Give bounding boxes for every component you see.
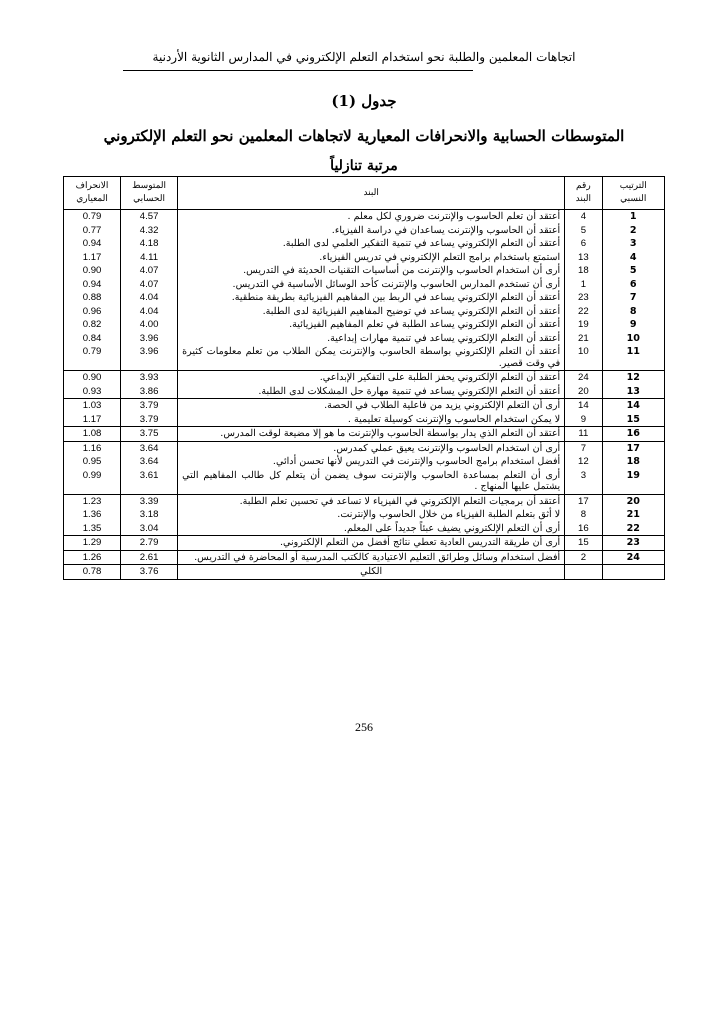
item-number-cell: 20 — [565, 385, 602, 399]
table-row — [64, 399, 665, 413]
rank-cell: 15 — [602, 413, 665, 427]
table-row — [64, 441, 665, 455]
item-text-cell: أرى أن استخدام الحاسوب والإنترنت من أساسيات التقنيات الحديثة في التدريس. — [178, 264, 565, 278]
sd-cell: 1.16 — [64, 441, 121, 455]
item-number-cell: 24 — [565, 371, 602, 385]
item-text-cell: أعتقد أن التعلم الإلكتروني يساعد في الربط بين المفاهيم الفيزيائية بطريقة منطقية. — [178, 291, 565, 305]
item-text-cell: أرى أن طريقة التدريس العادية تعطي نتائج أفضل من التعلم الإلكتروني. — [178, 536, 565, 551]
rank-cell: 24 — [602, 550, 665, 565]
table-header-row — [64, 177, 665, 210]
table-row — [64, 237, 665, 251]
sd-cell: 0.77 — [64, 224, 121, 238]
mean-cell: 3.96 — [121, 332, 178, 346]
mean-cell: 3.93 — [121, 371, 178, 385]
total-sd: 0.78 — [64, 565, 121, 580]
sd-cell: 1.29 — [64, 536, 121, 551]
sd-cell: 0.93 — [64, 385, 121, 399]
item-number-cell: 2 — [565, 550, 602, 565]
mean-cell: 4.07 — [121, 278, 178, 292]
sd-cell: 0.99 — [64, 469, 121, 495]
item-number-cell: 1 — [565, 278, 602, 292]
item-text-cell: أعتقد أن تعلم الحاسوب والإنترنت ضروري لكل معلم . — [178, 210, 565, 224]
item-text-cell: أعتقد أن التعلم الإلكتروني بواسطة الحاسوب والإنترنت يمكن الطلاب من تعلم معلومات كثيرة في وقت قصير. — [178, 345, 565, 371]
mean-cell: 4.32 — [121, 224, 178, 238]
header-item-number: رقم البند — [565, 177, 602, 210]
item-text-cell: أرى أن استخدام الحاسوب والإنترنت يعيق عملي كمدرس. — [178, 441, 565, 455]
item-text-cell: أرى أن تستخدم المدارس الحاسوب والإنترنت كأحد الوسائل الأساسية في التدريس. — [178, 278, 565, 292]
table-row — [64, 508, 665, 522]
rank-cell: 3 — [602, 237, 665, 251]
item-text-cell: أعتقد أن التعلم الإلكتروني يحفز الطلبة على التفكير الإبداعي. — [178, 371, 565, 385]
table-row — [64, 494, 665, 508]
rank-cell: 10 — [602, 332, 665, 346]
item-text-cell: أفضل استخدام برامج الحاسوب والإنترنت في التدريس لأنها تحسن أدائي. — [178, 455, 565, 469]
total-mean: 3.76 — [121, 565, 178, 580]
sd-cell: 1.36 — [64, 508, 121, 522]
mean-cell: 3.61 — [121, 469, 178, 495]
mean-cell: 4.07 — [121, 264, 178, 278]
total-row — [64, 565, 665, 580]
header-item: البند — [178, 177, 565, 210]
rank-cell: 22 — [602, 522, 665, 536]
table-row — [64, 455, 665, 469]
item-number-cell: 12 — [565, 455, 602, 469]
mean-cell: 4.11 — [121, 251, 178, 265]
sd-cell: 1.17 — [64, 413, 121, 427]
rank-cell: 14 — [602, 399, 665, 413]
mean-cell: 3.39 — [121, 494, 178, 508]
table-number: جدول (1) — [331, 92, 397, 110]
rank-cell: 21 — [602, 508, 665, 522]
sd-cell: 1.03 — [64, 399, 121, 413]
mean-cell: 3.86 — [121, 385, 178, 399]
item-number-cell: 7 — [565, 441, 602, 455]
rank-cell: 7 — [602, 291, 665, 305]
rank-cell: 16 — [602, 427, 665, 442]
rank-cell: 18 — [602, 455, 665, 469]
mean-cell: 4.04 — [121, 291, 178, 305]
item-text-cell: أعتقد أن التعلم الإلكتروني يساعد في تنمية التفكير العلمي لدى الطلبة. — [178, 237, 565, 251]
table-caption: المتوسطات الحسابية والانحرافات المعيارية لاتجاهات المعلمين نحو التعلم الإلكتروني — [103, 127, 625, 145]
item-number-cell: 16 — [565, 522, 602, 536]
item-text-cell: أفضل استخدام وسائل وطرائق التعليم الاعتيادية كالكتب المدرسية أو المحاضرة في التدريس. — [178, 550, 565, 565]
mean-cell: 2.61 — [121, 550, 178, 565]
table-row — [64, 371, 665, 385]
sd-cell: 1.17 — [64, 251, 121, 265]
rank-cell: 23 — [602, 536, 665, 551]
sd-cell: 1.08 — [64, 427, 121, 442]
page-number: 256 — [355, 720, 373, 734]
running-head-rule — [123, 70, 473, 71]
item-text-cell: أعتقد أن برمجيات التعلم الإلكتروني في الفيزياء لا تساعد في تحسين تعلم الطلبة. — [178, 494, 565, 508]
table-row — [64, 427, 665, 442]
mean-cell: 3.75 — [121, 427, 178, 442]
sd-cell: 0.90 — [64, 264, 121, 278]
item-number-cell: 3 — [565, 469, 602, 495]
table-row — [64, 413, 665, 427]
item-number-cell: 22 — [565, 305, 602, 319]
item-number-cell: 6 — [565, 237, 602, 251]
rank-cell: 13 — [602, 385, 665, 399]
item-text-cell: لا يمكن استخدام الحاسوب والإنترنت كوسيلة تعليمية . — [178, 413, 565, 427]
total-label: الكلي — [178, 565, 565, 580]
sd-cell: 0.82 — [64, 318, 121, 332]
item-text-cell: أعتقد أن التعلم الإلكتروني يساعد الطلبة في تعلم المفاهيم الفيزيائية. — [178, 318, 565, 332]
mean-cell: 3.79 — [121, 399, 178, 413]
table-row — [64, 332, 665, 346]
sd-cell: 1.26 — [64, 550, 121, 565]
item-number-cell: 9 — [565, 413, 602, 427]
item-text-cell: أعتقد أن التعلم الإلكتروني يساعد في تنمية مهارة حل المشكلات لدى الطلبة. — [178, 385, 565, 399]
mean-cell: 4.57 — [121, 210, 178, 224]
item-number-cell: 13 — [565, 251, 602, 265]
table-row — [64, 385, 665, 399]
mean-cell: 3.04 — [121, 522, 178, 536]
item-text-cell: أعتقد أن التعلم الإلكتروني يساعد في تنمية مهارات إبداعية. — [178, 332, 565, 346]
header-rank: الترتيب النسبي — [602, 177, 665, 210]
mean-cell: 3.64 — [121, 455, 178, 469]
item-number-cell: 4 — [565, 210, 602, 224]
means-table — [63, 176, 665, 580]
item-text-cell: أعتقد أن التعلم الإلكتروني يساعد في توضيح المفاهيم الفيزيائية لدى الطلبة. — [178, 305, 565, 319]
mean-cell: 3.18 — [121, 508, 178, 522]
sd-cell: 0.94 — [64, 278, 121, 292]
item-number-cell: 11 — [565, 427, 602, 442]
running-head: اتجاهات المعلمين والطلبة نحو استخدام التعلم الإلكتروني في المدارس الثانوية الأردنية — [152, 50, 576, 64]
item-number-cell: 23 — [565, 291, 602, 305]
item-number-cell: 14 — [565, 399, 602, 413]
item-text-cell: لا أثق بتعلم الطلبة الفيزياء من خلال الحاسوب والإنترنت. — [178, 508, 565, 522]
table-row — [64, 550, 665, 565]
item-text-cell: استمتع باستخدام برامج التعلم الإلكتروني في تدريس الفيزياء. — [178, 251, 565, 265]
rank-cell: 11 — [602, 345, 665, 371]
sd-cell: 1.35 — [64, 522, 121, 536]
item-number-cell: 15 — [565, 536, 602, 551]
item-number-cell: 21 — [565, 332, 602, 346]
sd-cell: 0.84 — [64, 332, 121, 346]
sd-cell: 0.90 — [64, 371, 121, 385]
mean-cell: 4.00 — [121, 318, 178, 332]
sd-cell: 0.88 — [64, 291, 121, 305]
table-row — [64, 224, 665, 238]
item-number-cell: 5 — [565, 224, 602, 238]
rank-cell: 2 — [602, 224, 665, 238]
item-number-cell: 17 — [565, 494, 602, 508]
sd-cell: 0.79 — [64, 345, 121, 371]
rank-cell: 6 — [602, 278, 665, 292]
table-caption-order: مرتبة تنازلياً — [330, 158, 398, 174]
rank-cell: 17 — [602, 441, 665, 455]
sd-cell: 0.95 — [64, 455, 121, 469]
item-text-cell: أرى أن التعلم بمساعدة الحاسوب والإنترنت سوف يضمن أن يتعلم كل طالب المفاهيم التي يشتمل عليها المنهاج . — [178, 469, 565, 495]
rank-cell: 5 — [602, 264, 665, 278]
rank-cell: 20 — [602, 494, 665, 508]
item-number-cell: 10 — [565, 345, 602, 371]
sd-cell: 1.23 — [64, 494, 121, 508]
table-row — [64, 264, 665, 278]
item-number-cell: 8 — [565, 508, 602, 522]
sd-cell: 0.79 — [64, 210, 121, 224]
header-mean: المتوسط الحسابي — [121, 177, 178, 210]
mean-cell: 3.79 — [121, 413, 178, 427]
mean-cell: 4.04 — [121, 305, 178, 319]
table-row — [64, 536, 665, 551]
total-empty-cell — [565, 565, 602, 580]
sd-cell: 0.96 — [64, 305, 121, 319]
table-row — [64, 318, 665, 332]
item-text-cell: أرى أن التعلم الإلكتروني يضيف عبئاً جديداً على المعلم. — [178, 522, 565, 536]
header-sd: الانحراف المعياري — [64, 177, 121, 210]
table-body — [64, 210, 665, 580]
rank-cell: 1 — [602, 210, 665, 224]
item-text-cell: أرى أن التعلم الإلكتروني يزيد من فاعلية الطلاب في الحصة. — [178, 399, 565, 413]
mean-cell: 2.79 — [121, 536, 178, 551]
table-row — [64, 469, 665, 495]
table-row — [64, 210, 665, 224]
item-text-cell: أعتقد أن التعلم الذي يدار بواسطة الحاسوب والإنترنت ما هو إلا مضيعة لوقت المدرس. — [178, 427, 565, 442]
item-text-cell: أعتقد أن الحاسوب والإنترنت يساعدان في دراسة الفيزياء. — [178, 224, 565, 238]
rank-cell: 4 — [602, 251, 665, 265]
mean-cell: 3.64 — [121, 441, 178, 455]
rank-cell: 12 — [602, 371, 665, 385]
table-row — [64, 251, 665, 265]
rank-cell: 19 — [602, 469, 665, 495]
table-row — [64, 305, 665, 319]
total-empty-cell — [602, 565, 665, 580]
item-number-cell: 18 — [565, 264, 602, 278]
rank-cell: 8 — [602, 305, 665, 319]
table-row — [64, 291, 665, 305]
mean-cell: 3.96 — [121, 345, 178, 371]
table-row — [64, 345, 665, 371]
table-row — [64, 278, 665, 292]
mean-cell: 4.18 — [121, 237, 178, 251]
sd-cell: 0.94 — [64, 237, 121, 251]
item-number-cell: 19 — [565, 318, 602, 332]
table-row — [64, 522, 665, 536]
rank-cell: 9 — [602, 318, 665, 332]
